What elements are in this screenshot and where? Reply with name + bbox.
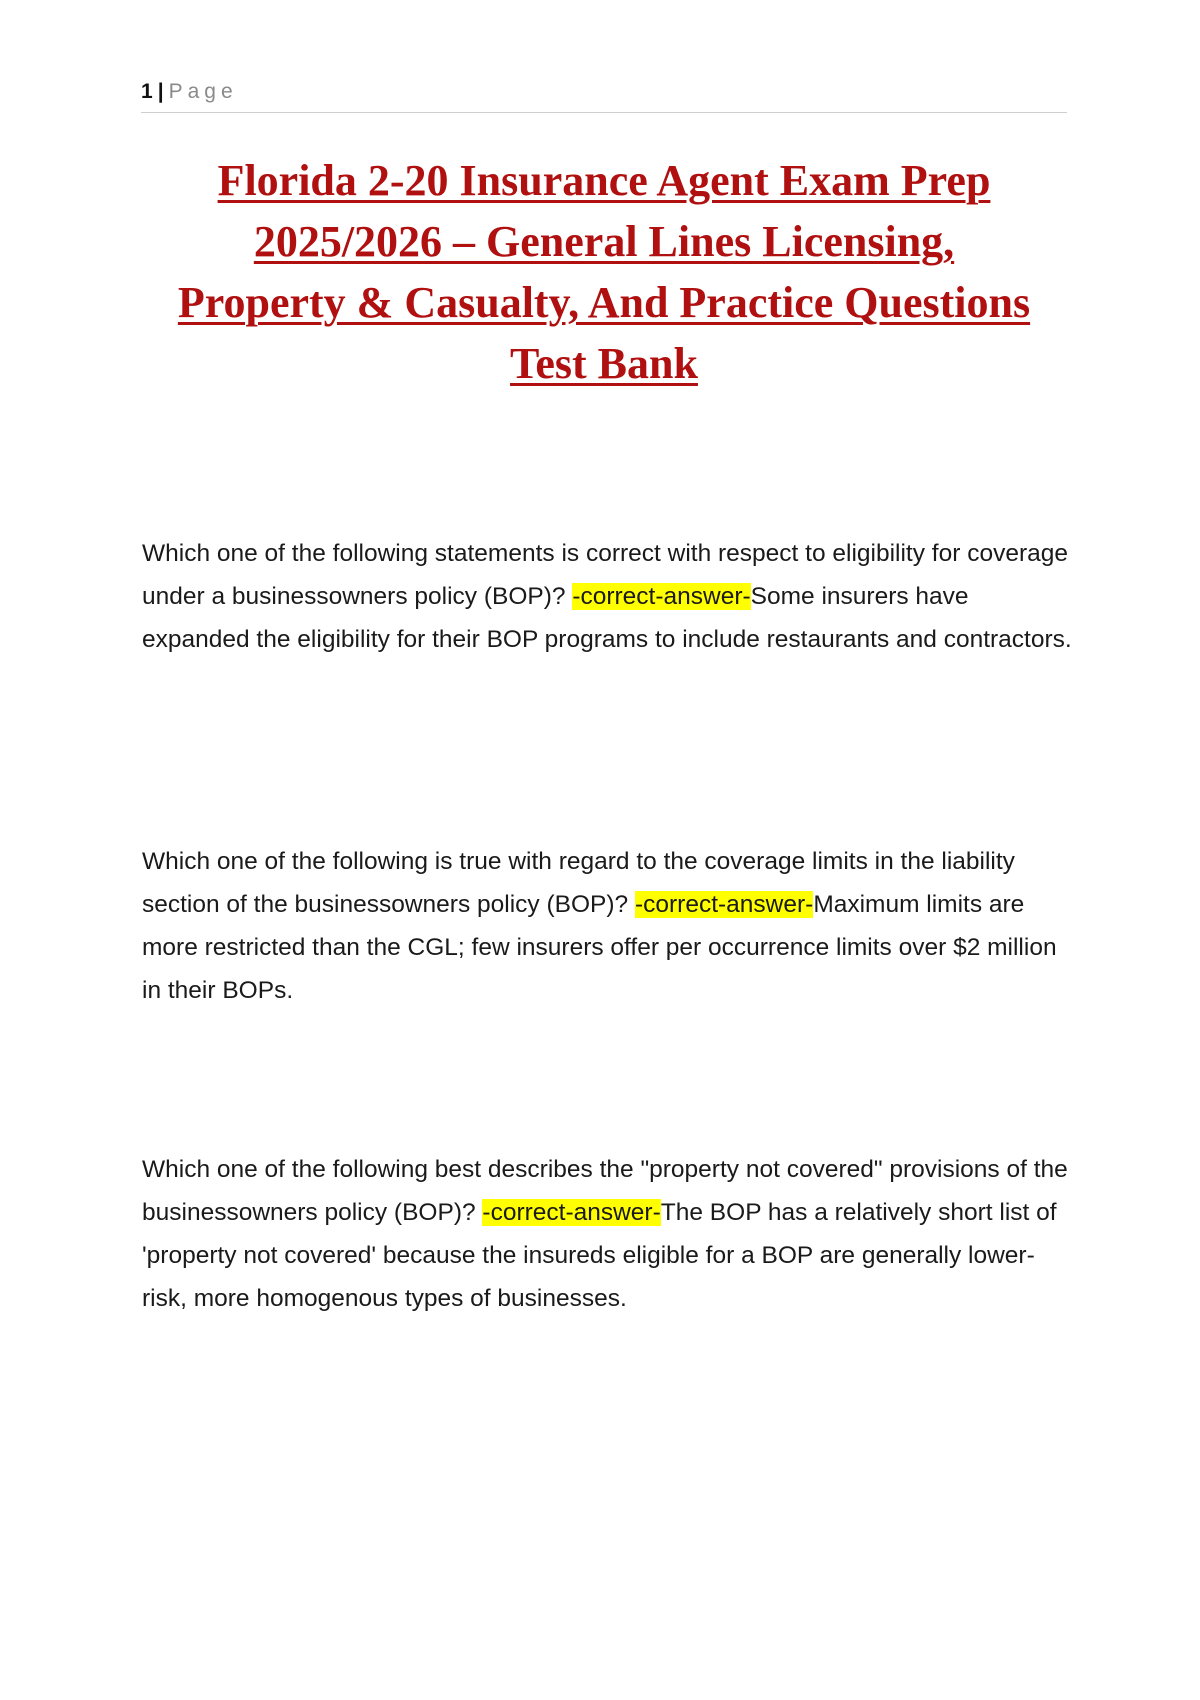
question-block	[142, 532, 1072, 661]
answer-marker: -correct-answer-	[572, 583, 751, 610]
page-separator: |	[157, 80, 165, 103]
page-number: 1	[141, 80, 154, 103]
title-line-2: 2025/2026 – General Lines Licensing,	[253, 217, 955, 266]
question-text: Which one of the following is true with regard to the coverage limits in the liability section of the businessowners policy (BOP)?	[142, 848, 1015, 918]
page-header	[141, 80, 1067, 113]
question-block	[142, 840, 1072, 1012]
answer-text: Some insurers have expanded the eligibility for their BOP programs to include restaurants and contractors.	[142, 583, 1072, 653]
title-line-3: Property & Casualty, And Practice Questions	[177, 278, 1031, 327]
question-block	[142, 1148, 1072, 1320]
answer-marker: -correct-answer-	[482, 1199, 661, 1226]
answer-marker: -correct-answer-	[634, 891, 814, 918]
question-text: Which one of the following statements is correct with respect to eligibility for coverage under a businessowners policy (BOP)?	[142, 540, 1068, 610]
answer-text: Maximum limits are more restricted than the CGL; few insurers offer per occurrence limits over $2 million in their BOPs.	[142, 891, 1057, 1004]
title-line-1: Florida 2-20 Insurance Agent Exam Prep	[217, 156, 991, 205]
page-label: Page	[168, 80, 238, 103]
answer-text: The BOP has a relatively short list of 'property not covered' because the insureds eligible for a BOP are generally lower-risk, more homogenous types of businesses.	[142, 1199, 1057, 1312]
question-text: Which one of the following best describes the "property not covered" provisions of the businessowners policy (BOP)?	[142, 1156, 1068, 1226]
title-line-4: Test Bank	[510, 339, 698, 388]
document-title	[141, 150, 1067, 394]
